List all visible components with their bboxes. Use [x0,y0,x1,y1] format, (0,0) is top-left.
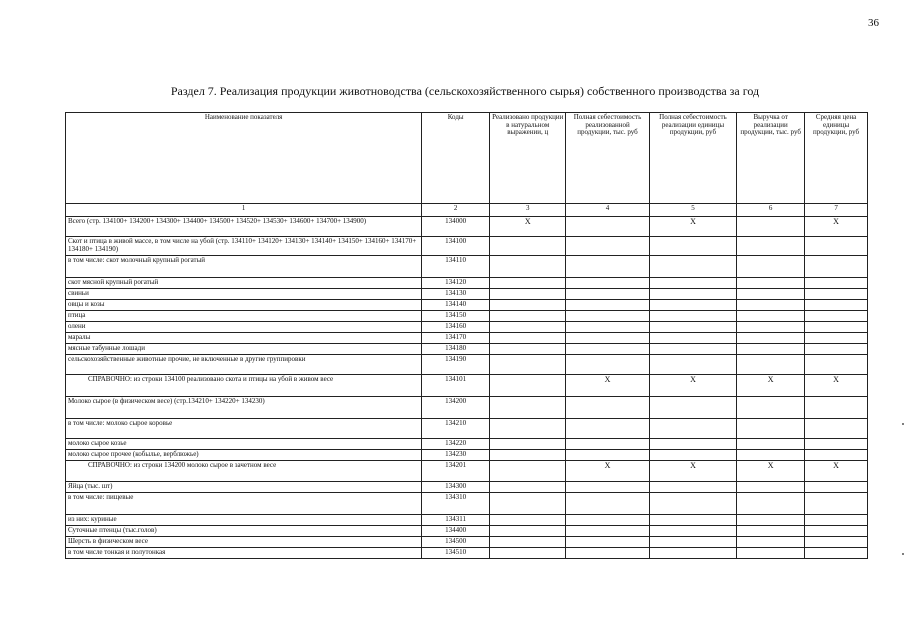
indicator-name: овцы и козы [66,300,422,311]
table-row [66,397,868,419]
column-number: 3 [490,204,566,217]
value-cell[interactable] [737,344,805,355]
section-title: Раздел 7. Реализация продукции животноводства (сельскохозяйственного сырья) собственного производства за год [170,84,760,98]
value-cell[interactable] [566,526,649,537]
table-row [66,300,868,311]
value-cell[interactable] [737,311,805,322]
value-cell[interactable] [805,450,868,461]
value-cell[interactable] [649,256,737,278]
value-cell[interactable] [566,344,649,355]
indicator-name: Суточные птенцы (тыс.голов) [66,526,422,537]
value-cell[interactable] [805,355,868,375]
table-row [66,439,868,450]
table-row [66,322,868,333]
value-cell[interactable] [490,439,566,450]
value-cell[interactable] [649,493,737,515]
indicator-name: молоко сырое козье [66,439,422,450]
header-cell: Реализовано продукции в натуральном выражении, ц [490,113,566,204]
indicator-name: в том числе: молоко сырое коровье [66,419,422,439]
value-cell[interactable] [490,397,566,419]
value-cell[interactable] [737,237,805,256]
value-cell[interactable] [805,526,868,537]
indicator-name: птица [66,311,422,322]
value-cell[interactable] [566,537,649,548]
value-cell[interactable] [566,237,649,256]
value-cell[interactable] [490,537,566,548]
row-code: 134150 [422,311,490,322]
report-table [65,112,868,559]
row-code: 134160 [422,322,490,333]
value-cell[interactable] [649,450,737,461]
value-cell[interactable] [805,482,868,493]
value-cell[interactable] [566,355,649,375]
value-cell[interactable] [737,482,805,493]
table-row [66,355,868,375]
row-code: 134220 [422,439,490,450]
value-cell[interactable] [490,256,566,278]
value-cell[interactable] [737,493,805,515]
value-cell[interactable] [566,300,649,311]
value-cell[interactable] [805,289,868,300]
value-cell[interactable] [490,289,566,300]
value-cell[interactable] [566,493,649,515]
value-cell[interactable] [490,375,566,397]
row-code: 134310 [422,493,490,515]
value-cell[interactable]: X [566,461,649,482]
table-row [66,537,868,548]
row-code: 134510 [422,548,490,559]
indicator-name: из них: куриные [66,515,422,526]
value-cell[interactable]: X [649,375,737,397]
row-code: 134190 [422,355,490,375]
value-cell[interactable] [649,322,737,333]
table-row [66,450,868,461]
value-cell[interactable] [805,278,868,289]
value-cell[interactable] [490,493,566,515]
column-number-row [66,204,868,217]
value-cell[interactable]: X [805,217,868,237]
value-cell[interactable] [737,289,805,300]
value-cell[interactable] [805,311,868,322]
value-cell[interactable]: X [490,217,566,237]
value-cell[interactable] [490,515,566,526]
value-cell[interactable] [649,439,737,450]
indicator-name: скот мясной крупный рогатый [66,278,422,289]
value-cell[interactable] [566,450,649,461]
value-cell[interactable] [805,548,868,559]
value-cell[interactable]: X [805,375,868,397]
value-cell[interactable] [566,333,649,344]
column-number: 2 [422,204,490,217]
header-cell: Полная себестоимость реализации единицы продукции, руб [649,113,737,204]
value-cell[interactable]: X [737,375,805,397]
value-cell[interactable] [566,515,649,526]
table-row [66,311,868,322]
table-row [66,461,868,482]
value-cell[interactable] [566,256,649,278]
value-cell[interactable] [649,526,737,537]
value-cell[interactable] [566,548,649,559]
table-row [66,548,868,559]
value-cell[interactable] [566,439,649,450]
value-cell[interactable] [649,300,737,311]
value-cell[interactable] [566,278,649,289]
value-cell[interactable] [490,333,566,344]
column-number: 5 [649,204,737,217]
table-row [66,333,868,344]
value-cell[interactable] [737,537,805,548]
value-cell[interactable] [805,300,868,311]
value-cell[interactable] [566,217,649,237]
value-cell[interactable] [805,397,868,419]
value-cell[interactable]: X [649,461,737,482]
indicator-name: сельскохозяйственные животные прочие, не включенные в другие группировки [66,355,422,375]
value-cell[interactable] [649,355,737,375]
table-row [66,237,868,256]
indicator-name: Молоко сырое (в физическом весе) (стр.134210+ 134220+ 134230) [66,397,422,419]
row-code: 134130 [422,289,490,300]
value-cell[interactable] [566,397,649,419]
value-cell[interactable] [490,482,566,493]
column-number: 6 [737,204,805,217]
value-cell[interactable] [490,548,566,559]
value-cell[interactable] [737,278,805,289]
row-code: 134100 [422,237,490,256]
value-cell[interactable] [490,237,566,256]
value-cell[interactable] [490,450,566,461]
table-row [66,526,868,537]
row-code: 134110 [422,256,490,278]
indicator-name: Яйца (тыс. шт) [66,482,422,493]
table-row [66,256,868,278]
indicator-name: СПРАВОЧНО: из строки 134200 молоко сырое в зачетном весе [66,461,422,482]
table-row [66,482,868,493]
indicator-name: в том числе: скот молочный крупный рогатый [66,256,422,278]
value-cell[interactable] [490,344,566,355]
table-row [66,515,868,526]
value-cell[interactable]: X [805,461,868,482]
value-cell[interactable] [566,419,649,439]
value-cell[interactable] [737,397,805,419]
value-cell[interactable] [490,311,566,322]
row-code: 134200 [422,397,490,419]
column-number: 7 [805,204,868,217]
row-code: 134170 [422,333,490,344]
value-cell[interactable] [805,256,868,278]
value-cell[interactable] [490,461,566,482]
table-row [66,344,868,355]
value-cell[interactable] [805,237,868,256]
header-row [66,113,868,204]
value-cell[interactable] [490,278,566,289]
value-cell[interactable] [805,419,868,439]
value-cell[interactable] [737,450,805,461]
indicator-name: Шерсть в физическом весе [66,537,422,548]
row-code: 134311 [422,515,490,526]
table-row [66,217,868,237]
row-code: 134500 [422,537,490,548]
value-cell[interactable] [737,439,805,450]
indicator-name: Всего (стр. 134100+ 134200+ 134300+ 134400+ 134500+ 134520+ 134530+ 134600+ 134700+ 134900) [66,217,422,237]
value-cell[interactable] [737,256,805,278]
row-code: 134400 [422,526,490,537]
header-cell: Наименование показателя [66,113,422,204]
value-cell[interactable] [566,482,649,493]
value-cell[interactable] [737,419,805,439]
value-cell[interactable] [490,526,566,537]
value-cell[interactable]: X [566,375,649,397]
indicator-name: в том числе: пищевые [66,493,422,515]
value-cell[interactable] [805,439,868,450]
value-cell[interactable] [649,515,737,526]
table-row [66,419,868,439]
value-cell[interactable] [805,537,868,548]
value-cell[interactable] [566,289,649,300]
value-cell[interactable] [737,300,805,311]
value-cell[interactable] [737,515,805,526]
indicator-name: свиньи [66,289,422,300]
value-cell[interactable] [737,217,805,237]
value-cell[interactable] [566,322,649,333]
value-cell[interactable] [490,419,566,439]
indicator-name: в том числе тонкая и полутонкая [66,548,422,559]
value-cell[interactable] [490,300,566,311]
value-cell[interactable] [805,322,868,333]
value-cell[interactable] [649,482,737,493]
row-code: 134201 [422,461,490,482]
indicator-name: мясные табунные лошади [66,344,422,355]
row-code: 134300 [422,482,490,493]
value-cell[interactable] [737,333,805,344]
table-row [66,289,868,300]
value-cell[interactable] [566,311,649,322]
value-cell[interactable] [490,322,566,333]
scan-mark [902,423,904,425]
value-cell[interactable] [649,344,737,355]
value-cell[interactable] [649,289,737,300]
row-code: 134101 [422,375,490,397]
table-row [66,375,868,397]
value-cell[interactable] [649,311,737,322]
indicator-name: СПРАВОЧНО: из строки 134100 реализовано скота и птицы на убой в живом весе [66,375,422,397]
value-cell[interactable] [737,526,805,537]
page-number: 36 [868,17,879,29]
row-code: 134230 [422,450,490,461]
value-cell[interactable]: X [649,217,737,237]
value-cell[interactable] [737,548,805,559]
header-cell: Средняя цена единицы продукции, руб [805,113,868,204]
header-cell: Полная себестоимость реализованной продукции, тыс. руб [566,113,649,204]
value-cell[interactable] [737,355,805,375]
table-row [66,278,868,289]
value-cell[interactable] [805,344,868,355]
value-cell[interactable]: X [737,461,805,482]
value-cell[interactable] [649,548,737,559]
value-cell[interactable] [805,515,868,526]
header-cell: Коды [422,113,490,204]
value-cell[interactable] [649,419,737,439]
indicator-name: олени [66,322,422,333]
table-body [66,217,868,559]
header-cell: Выручка от реализации продукции, тыс. руб [737,113,805,204]
row-code: 134000 [422,217,490,237]
value-cell[interactable] [805,333,868,344]
table-row [66,493,868,515]
value-cell[interactable] [737,322,805,333]
row-code: 134140 [422,300,490,311]
indicator-name: маралы [66,333,422,344]
value-cell[interactable] [649,537,737,548]
value-cell[interactable] [649,278,737,289]
row-code: 134120 [422,278,490,289]
scan-mark [902,553,904,555]
value-cell[interactable] [649,333,737,344]
row-code: 134180 [422,344,490,355]
column-number: 4 [566,204,649,217]
column-number: 1 [66,204,422,217]
indicator-name: Скот и птица в живой массе, в том числе на убой (стр. 134110+ 134120+ 134130+ 134140+ 134150+ 134160+ 134170+ 134180+ 134190) [66,237,422,256]
indicator-name: молоко сырое прочее (кобылье, верблюжье) [66,450,422,461]
value-cell[interactable] [490,355,566,375]
value-cell[interactable] [649,237,737,256]
row-code: 134210 [422,419,490,439]
value-cell[interactable] [649,397,737,419]
value-cell[interactable] [805,493,868,515]
